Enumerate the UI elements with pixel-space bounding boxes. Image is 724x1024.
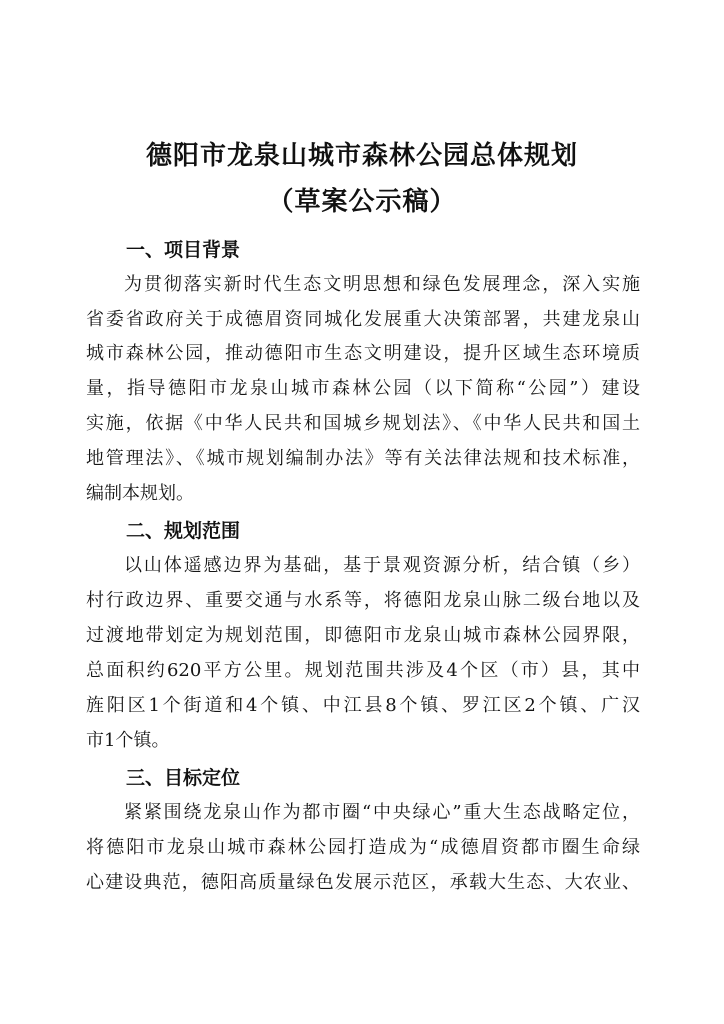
paragraph-line: 城市森林公园，推动德阳市生态文明建设，提升区域生态环境质 [86, 343, 640, 364]
paragraph-line: 村行政边界、重要交通与水系等，将德阳龙泉山脉二级台地以及 [86, 590, 640, 611]
paragraph-line: 旌阳区1个街道和4个镇、中江县8个镇、罗江区2个镇、广汉 [86, 695, 640, 716]
paragraph-line: 为贯彻落实新时代生态文明思想和绿色发展理念，深入实施 [124, 274, 640, 295]
paragraph-line: 以山体遥感边界为基础，基于景观资源分析，结合镇（乡） [124, 555, 640, 576]
section-heading-background: 一、项目背景 [126, 239, 241, 261]
paragraph-line: 将德阳市龙泉山城市森林公园打造成为“成德眉资都市圈生命绿 [86, 837, 640, 858]
paragraph-line: 编制本规划。 [86, 483, 194, 504]
paragraph-line: 地管理法》、《城市规划编制办法》等有关法律法规和技术标准， [86, 448, 640, 469]
paragraph-line: 量，指导德阳市龙泉山城市森林公园（以下简称“公园”）建设 [86, 378, 640, 399]
paragraph-line: 实施，依据《中华人民共和国城乡规划法》、《中华人民共和国土 [86, 413, 640, 434]
paragraph-line: 过渡地带划定为规划范围，即德阳市龙泉山城市森林公园界限， [86, 625, 640, 646]
paragraph-line: 市1个镇。 [86, 730, 170, 751]
section-heading-goals: 三、目标定位 [126, 767, 241, 789]
paragraph-line: 省委省政府关于成德眉资同城化发展重大决策部署，共建龙泉山 [86, 309, 640, 330]
section-heading-scope: 二、规划范围 [126, 520, 241, 542]
paragraph-line: 心建设典范，德阳高质量绿色发展示范区，承载大生态、大农业、 [86, 872, 640, 893]
paragraph-line: 总面积约620平方公里。规划范围共涉及4个区（市）县，其中 [86, 660, 640, 681]
document-subtitle: （草案公示稿） [267, 187, 457, 217]
paragraph-line: 紧紧围绕龙泉山作为都市圈“中央绿心”重大生态战略定位， [124, 802, 640, 823]
document-title: 德阳市龙泉山城市森林公园总体规划 [145, 141, 578, 171]
